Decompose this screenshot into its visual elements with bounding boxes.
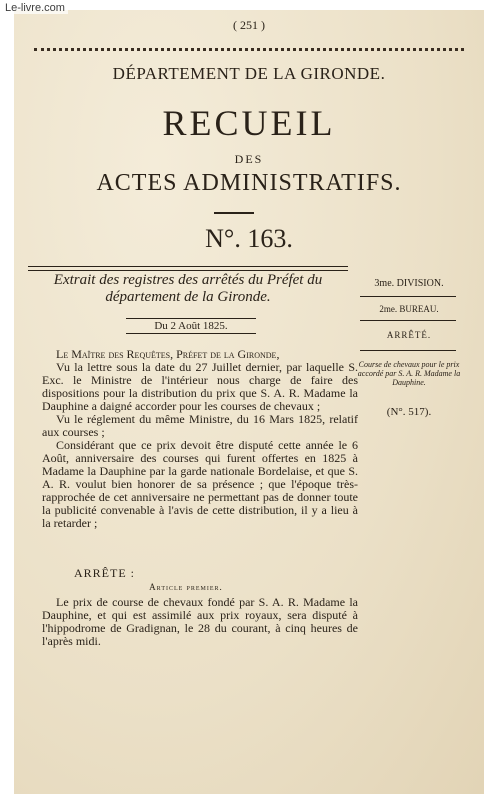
body-text (42, 348, 358, 530)
division-label: 3me. DIVISION. (374, 278, 444, 289)
bureau-label: 2me. BUREAU. (379, 304, 439, 314)
sidebar-rule-1 (360, 296, 456, 297)
paragraph-4: Le prix de course de chevaux fondé par S. A. R. Madame la Dauphine, et qui est assimilé aux prix royaux, sera disputé à l'hippodrome de Gradignan, le 28 du courant, à cinq heures de l'après midi. (42, 595, 358, 648)
paragraph-2: Vu le réglement du même Ministre, du 16 Mars 1825, relatif aux courses ; (42, 412, 358, 439)
reference-number: (N°. 517). (386, 406, 432, 418)
watermark-text: Le-livre.com (2, 2, 68, 14)
title-rule (214, 212, 254, 214)
department-heading: DÉPARTEMENT DE LA GIRONDE. (112, 64, 386, 83)
page-number: ( 251 ) (233, 18, 265, 32)
sidebar-rule-3 (360, 350, 456, 351)
issue-number: N°. 163. (205, 224, 293, 253)
arrete-side-label: ARRÊTÉ. (386, 330, 432, 340)
paragraph-1: Vu la lettre sous la date du 27 Juillet dernier, par laquelle S. Exc. le Ministre de l'intérieur nous charge de faire des dispositions pour la distribution du prix que S. A. R. Madame la Dauphine a daigné accorder pour les courses de chevaux ; (42, 360, 358, 413)
arrete-heading: ARRÊTE : (74, 566, 135, 580)
actes-subtitle: ACTES ADMINISTRATIFS. (96, 170, 402, 196)
opening-line: Le Maître des Requêtes, Préfet de la Gironde, (56, 347, 280, 361)
paragraph-3: Considérant que ce prix devoit être disputé cette année le 6 Août, anniversaire des courses qui furent offertes en 1825 à Madame la Dauphine par la garde nationale Bordelaise, et que S. A. R. voulut bien honorer de sa présence ; que l'époque très-rapprochée de cet anniversaire ne permettant pas de donner toute la publicité convenable à l'avis de cette distribution, il y a lieu à la retarder ; (42, 438, 358, 530)
sidebar-rule-2 (360, 320, 456, 321)
article-heading: Article premier. (149, 582, 223, 592)
decree-date: Du 2 Août 1825. (126, 318, 256, 334)
extract-heading: Extrait des registres des arrêtés du Préfet du département de la Gironde. (53, 272, 323, 305)
section-double-rule (28, 266, 348, 271)
recueil-title: RECUEIL (162, 103, 336, 143)
subject-note: Course de chevaux pour le prix accordé par S. A. R. Madame la Dauphine. (357, 360, 461, 387)
article-text (42, 596, 358, 648)
des-word: DES (234, 152, 264, 166)
top-dotted-rule (34, 48, 464, 51)
document-page (14, 10, 484, 794)
